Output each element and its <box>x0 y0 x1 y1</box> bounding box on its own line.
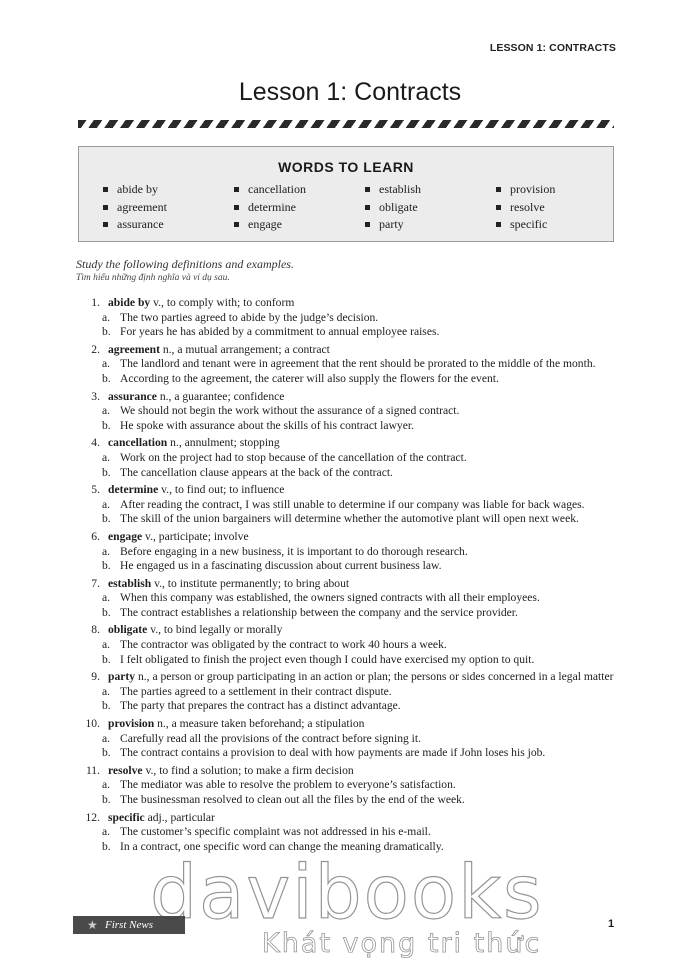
entry-definition: v., to bind legally or morally <box>147 623 283 637</box>
example-letter: b. <box>102 559 111 573</box>
example-text: The landlord and tenant were in agreement that the rent should be prorated to the middle of the month. <box>120 357 596 371</box>
example-sentence <box>66 325 632 340</box>
page-number: 1 <box>608 918 615 930</box>
definition-entry <box>66 483 632 527</box>
example-sentence <box>66 404 632 419</box>
entry-term: agreement <box>108 342 160 356</box>
entry-number: 2. <box>91 342 100 356</box>
entry-heading <box>66 670 632 685</box>
example-letter: a. <box>102 497 111 511</box>
example-sentence <box>66 466 632 481</box>
word-item <box>496 200 627 216</box>
example-text: He spoke with assurance about the skills of his contract lawyer. <box>120 418 414 432</box>
entry-heading <box>66 577 632 592</box>
word-item <box>496 217 627 233</box>
example-text: According to the agreement, the caterer will also supply the flowers for the event. <box>120 371 499 385</box>
word-item <box>234 217 365 233</box>
definition-entry <box>66 343 632 387</box>
entry-number: 4. <box>91 436 100 450</box>
example-text: The party that prepares the contract has a distinct advantage. <box>120 699 401 713</box>
entry-heading <box>66 390 632 405</box>
entry-heading <box>66 811 632 826</box>
example-letter: a. <box>102 684 111 698</box>
words-to-learn-title: WORDS TO LEARN <box>278 159 414 175</box>
bullet-square-icon <box>365 222 370 227</box>
example-sentence <box>66 372 632 387</box>
example-letter: b. <box>102 605 111 619</box>
example-sentence <box>66 653 632 668</box>
word-text: cancellation <box>248 182 306 196</box>
example-sentence <box>66 512 632 527</box>
example-letter: a. <box>102 450 111 464</box>
example-sentence <box>66 545 632 560</box>
entry-heading-text <box>100 296 632 311</box>
word-item <box>365 200 496 216</box>
entry-definition: n., a guarantee; confidence <box>156 389 285 403</box>
entry-heading <box>66 530 632 545</box>
entry-heading-text <box>100 811 632 826</box>
entry-number: 8. <box>91 623 100 637</box>
bullet-square-icon <box>103 205 108 210</box>
entry-number: 7. <box>91 576 100 590</box>
bullet-square-icon <box>103 222 108 227</box>
definition-entry <box>66 530 632 574</box>
example-text: The cancellation clause appears at the back of the contract. <box>120 465 393 479</box>
word-text: specific <box>510 217 548 231</box>
bullet-square-icon <box>496 187 501 192</box>
entry-term: cancellation <box>108 436 168 450</box>
entry-number: 3. <box>91 389 100 403</box>
word-text: resolve <box>510 199 545 214</box>
entry-number: 9. <box>91 670 100 684</box>
entry-heading <box>66 296 632 311</box>
example-text: Work on the project had to stop because of the cancellation of the contract. <box>120 450 467 464</box>
entry-number: 11. <box>85 763 100 777</box>
entry-definition: adj., particular <box>144 810 215 824</box>
entry-heading-text <box>100 577 632 592</box>
definition-entry <box>66 764 632 808</box>
example-sentence <box>66 451 632 466</box>
example-sentence <box>66 746 632 761</box>
example-sentence <box>66 793 632 808</box>
word-item <box>234 200 365 216</box>
example-text: After reading the contract, I was still unable to determine if our company was liable for back wages. <box>120 497 585 511</box>
example-letter: a. <box>102 638 111 652</box>
entry-term: engage <box>108 529 143 543</box>
example-text: The contract contains a provision to deal with how payments are made if John loses his job. <box>120 746 546 760</box>
entry-heading-text <box>100 764 632 779</box>
example-text: The contract establishes a relationship between the company and the service provider. <box>120 605 518 619</box>
example-letter: a. <box>102 825 111 839</box>
example-letter: b. <box>102 418 111 432</box>
entry-heading <box>66 436 632 451</box>
publisher-badge-label: First News <box>105 919 153 931</box>
entry-term: abide by <box>108 296 151 309</box>
entry-term: obligate <box>108 623 148 637</box>
entry-term: determine <box>108 483 159 497</box>
word-text: obligate <box>379 199 418 214</box>
example-text: The two parties agreed to abide by the judge’s decision. <box>120 310 379 324</box>
word-text: agreement <box>117 199 167 214</box>
entry-heading-text <box>100 717 632 732</box>
bullet-square-icon <box>496 205 501 210</box>
entry-definition: v., to comply with; to conform <box>150 296 295 309</box>
star-icon: ★ <box>87 918 98 932</box>
example-letter: b. <box>102 699 111 713</box>
entry-heading-text <box>100 670 632 685</box>
word-text: party <box>379 217 404 231</box>
entry-term: establish <box>108 576 152 590</box>
word-text: provision <box>510 182 556 196</box>
definition-entry <box>66 670 632 714</box>
entry-term: assurance <box>108 389 157 403</box>
entry-heading-text <box>100 343 632 358</box>
entry-definition: v., to find out; to influence <box>158 483 285 497</box>
entry-heading <box>66 717 632 732</box>
entry-definition: v., participate; involve <box>142 529 249 543</box>
example-letter: a. <box>102 731 111 745</box>
words-to-learn-box <box>78 146 614 242</box>
example-text: In a contract, one specific word can change the meaning dramatically. <box>120 839 444 853</box>
example-letter: a. <box>102 591 111 605</box>
example-text: I felt obligated to finish the project even though I could have exercised my option to quit. <box>120 652 535 666</box>
entry-definition: n., a measure taken beforehand; a stipulation <box>154 717 365 731</box>
entry-heading-text <box>100 390 632 405</box>
running-header: LESSON 1: CONTRACTS <box>489 42 616 54</box>
example-text: Carefully read all the provisions of the contract before signing it. <box>120 731 422 745</box>
bullet-square-icon <box>496 222 501 227</box>
definition-list <box>66 296 632 857</box>
example-text: The skill of the union bargainers will determine whether the automotive plant will open next week. <box>120 512 579 526</box>
example-sentence <box>66 498 632 513</box>
entry-term: party <box>108 670 136 684</box>
entry-heading <box>66 764 632 779</box>
entry-heading-text <box>100 483 632 498</box>
instructions-text: Study the following definitions and examples. <box>76 257 294 271</box>
entry-definition: n., a mutual arrangement; a contract <box>159 342 330 356</box>
word-item <box>234 182 365 198</box>
entry-definition: n., annulment; stopping <box>167 436 280 450</box>
word-text: engage <box>248 217 282 231</box>
example-letter: b. <box>102 746 111 760</box>
example-text: He engaged us in a fascinating discussion about current business law. <box>120 559 442 573</box>
example-letter: a. <box>102 404 111 418</box>
entry-number: 6. <box>91 529 100 543</box>
publisher-badge <box>73 916 185 934</box>
example-text: We should not begin the work without the assurance of a signed contract. <box>120 404 460 418</box>
word-item <box>103 200 234 216</box>
example-letter: a. <box>102 778 111 792</box>
bullet-square-icon <box>365 205 370 210</box>
example-text: The businessman resolved to clean out all the files by the end of the week. <box>120 793 465 806</box>
word-item <box>496 182 627 198</box>
entry-heading <box>66 483 632 498</box>
example-sentence <box>66 638 632 653</box>
definition-entry <box>66 811 632 855</box>
bullet-square-icon <box>234 187 239 192</box>
example-sentence <box>66 419 632 434</box>
decorative-stripe-divider <box>78 120 614 128</box>
word-text: abide by <box>117 182 158 196</box>
entry-term: specific <box>108 810 145 824</box>
word-text: determine <box>248 199 296 214</box>
example-letter: b. <box>102 371 111 385</box>
watermark-brand: davibooks <box>150 850 544 936</box>
bullet-square-icon <box>234 205 239 210</box>
entry-heading-text <box>100 623 632 638</box>
word-item <box>103 217 234 233</box>
word-item <box>365 182 496 198</box>
example-letter: b. <box>102 465 111 479</box>
entry-term: resolve <box>108 763 143 777</box>
example-sentence <box>66 778 632 793</box>
word-item <box>365 217 496 233</box>
example-sentence <box>66 311 632 326</box>
definition-entry <box>66 623 632 667</box>
entry-heading-text <box>100 436 632 451</box>
example-sentence <box>66 840 632 855</box>
bullet-square-icon <box>365 187 370 192</box>
example-letter: a. <box>102 544 111 558</box>
example-sentence <box>66 559 632 574</box>
entry-number: 5. <box>91 483 100 497</box>
bullet-square-icon <box>234 222 239 227</box>
entry-number: 12. <box>85 810 100 824</box>
example-letter: b. <box>102 793 111 806</box>
entry-definition: v., to institute permanently; to bring about <box>151 576 350 590</box>
entry-number: 1. <box>91 296 100 309</box>
words-grid <box>103 182 603 233</box>
example-text: When this company was established, the owners signed contracts with all their employees. <box>120 591 540 605</box>
entry-term: provision <box>108 717 155 731</box>
entry-definition: v., to find a solution; to make a firm decision <box>142 763 354 777</box>
example-text: Before engaging in a new business, it is important to do thorough research. <box>120 544 468 558</box>
word-text: establish <box>379 182 421 196</box>
example-sentence <box>66 825 632 840</box>
example-text: The mediator was able to resolve the problem to everyone’s satisfaction. <box>120 778 456 792</box>
instructions-vietnamese: Tìm hiểu những định nghĩa và ví dụ sau. <box>76 273 230 283</box>
example-letter: b. <box>102 839 111 853</box>
example-text: The contractor was obligated by the contract to work 40 hours a week. <box>120 638 447 652</box>
entry-heading <box>66 623 632 638</box>
example-sentence <box>66 591 632 606</box>
example-letter: a. <box>102 357 111 371</box>
entry-definition: n., a person or group participating in an action or plan; the persons or sides concerned in a legal matter <box>135 670 614 684</box>
entry-heading-text <box>100 530 632 545</box>
word-item <box>103 182 234 198</box>
definition-entry <box>66 296 632 340</box>
example-letter: b. <box>102 652 111 666</box>
lesson-title: Lesson 1: Contracts <box>238 78 462 106</box>
example-text: The parties agreed to a settlement in their contract dispute. <box>120 684 392 698</box>
definition-entry <box>66 577 632 621</box>
watermark-slogan: Khát vọng tri thức <box>262 928 542 959</box>
definition-entry <box>66 436 632 480</box>
word-text: assurance <box>117 217 164 231</box>
example-sentence <box>66 685 632 700</box>
example-letter: a. <box>102 310 111 324</box>
entry-number: 10. <box>85 717 100 731</box>
example-text: The customer’s specific complaint was not addressed in his e-mail. <box>120 825 431 839</box>
entry-heading <box>66 343 632 358</box>
example-sentence <box>66 606 632 621</box>
example-text: For years he has abided by a commitment to annual employee raises. <box>120 325 440 339</box>
example-sentence <box>66 699 632 714</box>
example-sentence <box>66 732 632 747</box>
definition-entry <box>66 390 632 434</box>
definition-entry <box>66 717 632 761</box>
bullet-square-icon <box>103 187 108 192</box>
example-letter: b. <box>102 325 111 339</box>
example-letter: b. <box>102 512 111 526</box>
example-sentence <box>66 357 632 372</box>
